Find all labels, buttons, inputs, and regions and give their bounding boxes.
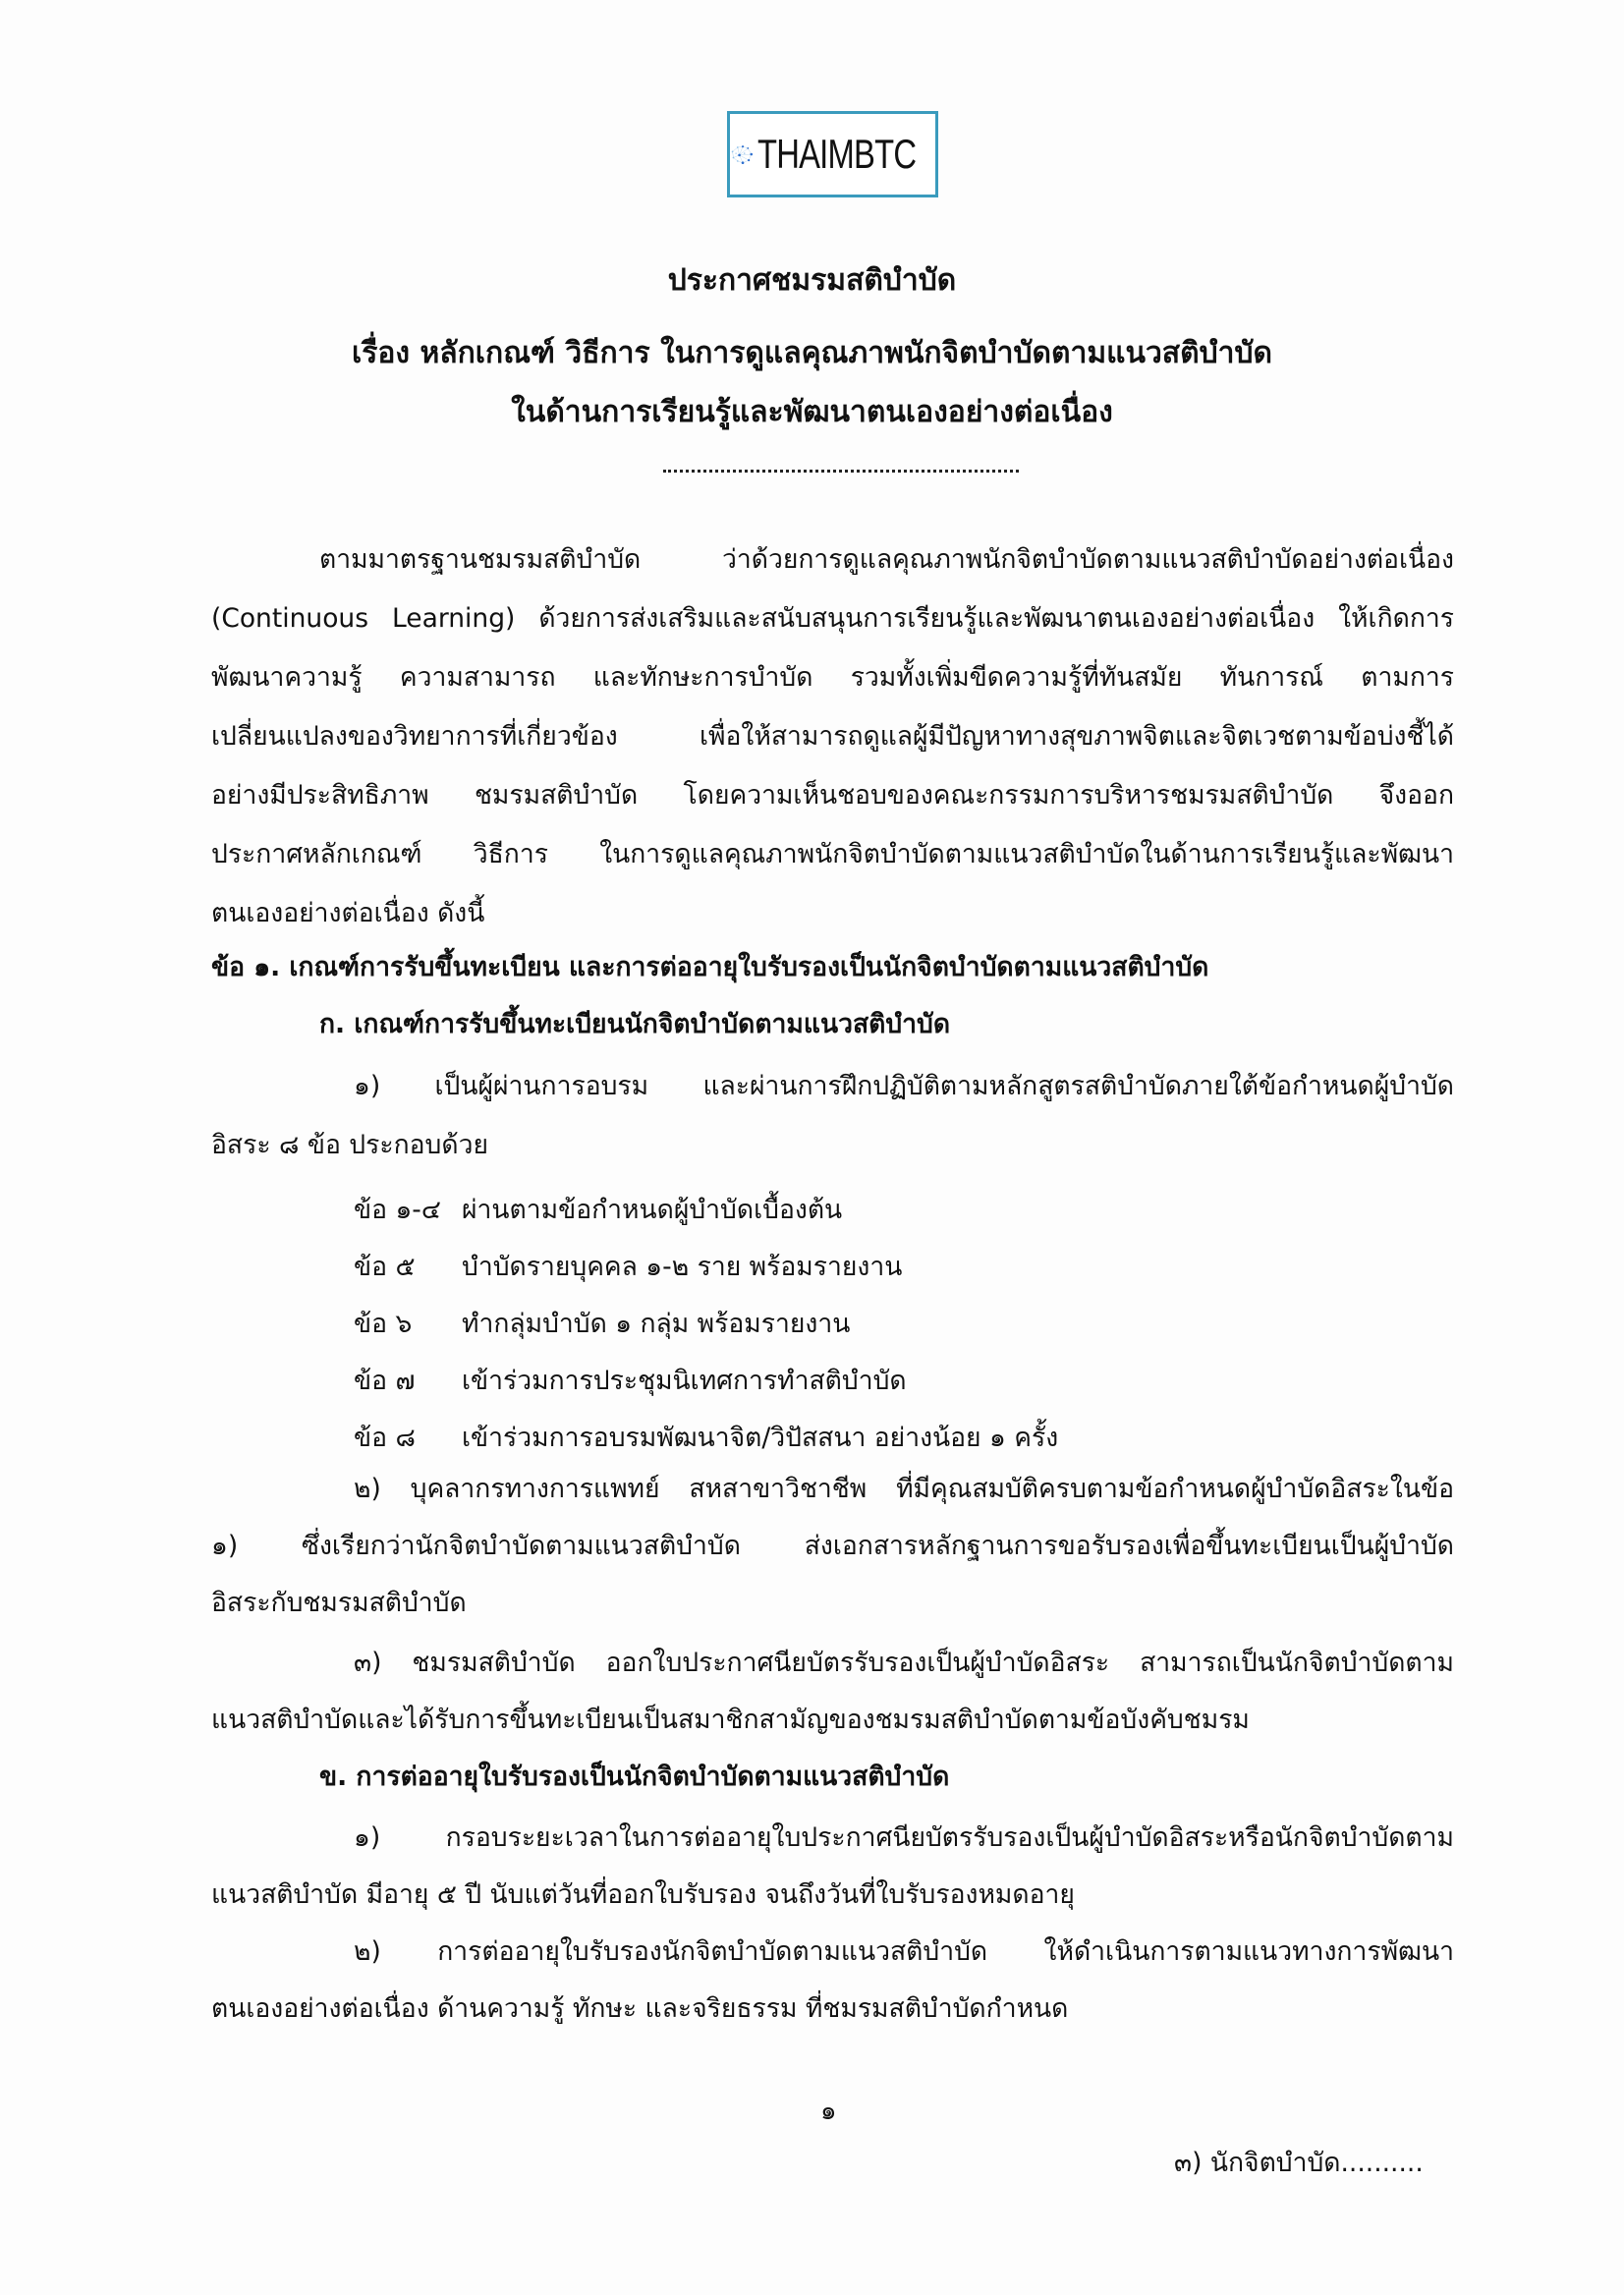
thaimbtc-logo — [727, 111, 938, 197]
intro-line: อย่างมีประสิทธิภาพ ชมรมสติบำบัด โดยความเห็นชอบของคณะกรรมการบริหารชมรมสติบำบัด จึงออก — [211, 780, 1454, 811]
paragraph-a2-cont: อิสระกับชมรมสติบำบัด — [211, 1588, 467, 1618]
intro-line: พัฒนาความรู้ ความสามารถ และทักษะการบำบัด รวมทั้งเพิ่มขีดความรู้ที่ทันสมัย ทันการณ์ ตามการ — [211, 662, 1454, 693]
announcement-title: ประกาศชมรมสติบำบัด — [667, 263, 957, 298]
subject-title: เรื่อง หลักเกณฑ์ วิธีการ ในการดูแลคุณภาพนักจิตบำบัดตามแนวสติบำบัด — [351, 336, 1273, 370]
subsection-a-heading: ก. เกณฑ์การรับขึ้นทะเบียนนักจิตบำบัดตามแนวสติบำบัด — [319, 1009, 951, 1039]
subsection-b-heading: ข. การต่ออายุใบรับรองเป็นนักจิตบำบัดตามแนวสติบำบัด — [319, 1762, 950, 1792]
paragraph-a1: ๑) เป็นผู้ผ่านการอบรม และผ่านการฝึกปฏิบัติตามหลักสูตรสติบำบัดภายใต้ข้อกำหนดผู้บำบัด — [354, 1071, 1454, 1101]
section-1-heading: ข้อ ๑. เกณฑ์การรับขึ้นทะเบียน และการต่ออายุใบรับรองเป็นนักจิตบำบัดตามแนวสติบำบัด — [211, 952, 1209, 982]
paragraph-b1: ๑) กรอบระยะเวลาในการต่ออายุใบประกาศนียบัตรรับรองเป็นผู้บำบัดอิสระหรือนักจิตบำบัดตาม — [354, 1822, 1454, 1853]
criteria-text: ผ่านตามข้อกำหนดผู้บำบัดเบื้องต้น — [462, 1195, 843, 1225]
intro-line: เปลี่ยนแปลงของวิทยาการที่เกี่ยวข้อง เพื่อให้สามารถดูแลผู้มีปัญหาทางสุขภาพจิตและจิตเวชตามข้อบ่งชี้ได้ — [211, 721, 1454, 752]
criteria-label: ข้อ ๘ — [354, 1423, 416, 1453]
criteria-label: ข้อ ๑-๔ — [354, 1195, 441, 1225]
criteria-text: เข้าร่วมการอบรมพัฒนาจิต/วิปัสสนา อย่างน้อย ๑ ครั้ง — [462, 1423, 1059, 1453]
paragraph-b1-cont: แนวสติบำบัด มีอายุ ๕ ปี นับแต่วันที่ออกใบรับรอง จนถึงวันที่ใบรับรองหมดอายุ — [211, 1879, 1075, 1910]
dotted-separator — [663, 470, 1019, 473]
paragraph-b2: ๒) การต่ออายุใบรับรองนักจิตบำบัดตามแนวสติบำบัด ให้ดำเนินการตามแนวทางการพัฒนา — [354, 1936, 1454, 1967]
paragraph-a3: ๓) ชมรมสติบำบัด ออกใบประกาศนียบัตรรับรองเป็นผู้บำบัดอิสระ สามารถเป็นนักจิตบำบัดตาม — [354, 1648, 1454, 1678]
criteria-label: ข้อ ๖ — [354, 1309, 413, 1339]
criteria-label: ข้อ ๕ — [354, 1252, 416, 1282]
paragraph-a1-cont: อิสระ ๘ ข้อ ประกอบด้วย — [211, 1130, 488, 1160]
continuation-text: ๓) นักจิตบำบัด.......... — [1174, 2148, 1424, 2178]
subject-subtitle: ในด้านการเรียนรู้และพัฒนาตนเองอย่างต่อเนื่อง — [511, 395, 1113, 429]
paragraph-a3-cont: แนวสติบำบัดและได้รับการขึ้นทะเบียนเป็นสมาชิกสามัญของชมรมสติบำบัดตามข้อบังคับชมรม — [211, 1705, 1250, 1735]
intro-line: ประกาศหลักเกณฑ์ วิธีการ ในการดูแลคุณภาพนักจิตบำบัดตามแนวสติบำบัดในด้านการเรียนรู้และพัฒนา — [211, 839, 1454, 869]
logo-text: THAIMBTC — [757, 131, 917, 177]
intro-line: ตามมาตรฐานชมรมสติบำบัด ว่าด้วยการดูแลคุณภาพนักจิตบำบัดตามแนวสติบำบัดอย่างต่อเนื่อง — [319, 544, 1454, 575]
paragraph-a2: ๒) บุคลากรทางการแพทย์ สหสาขาวิชาชีพ ที่มีคุณสมบัติครบตามข้อกำหนดผู้บำบัดอิสระในข้อ — [354, 1474, 1454, 1504]
criteria-text: เข้าร่วมการประชุมนิเทศการทำสติบำบัด — [462, 1366, 907, 1396]
intro-line: ตนเองอย่างต่อเนื่อง ดังนี้ — [211, 898, 485, 928]
intro-line: (Continuous Learning) ด้วยการส่งเสริมและสนับสนุนการเรียนรู้และพัฒนาตนเองอย่างต่อเนื่อง ให้เกิดการ — [211, 603, 1454, 634]
criteria-label: ข้อ ๗ — [354, 1366, 416, 1396]
page-number: ๑ — [820, 2097, 837, 2126]
criteria-text: บำบัดรายบุคคล ๑-๒ ราย พร้อมรายงาน — [462, 1252, 903, 1282]
paragraph-b2-cont: ตนเองอย่างต่อเนื่อง ด้านความรู้ ทักษะ และจริยธรรม ที่ชมรมสติบำบัดกำหนด — [211, 1993, 1069, 2024]
network-brain-icon — [730, 129, 754, 180]
criteria-text: ทำกลุ่มบำบัด ๑ กลุ่ม พร้อมรายงาน — [462, 1309, 851, 1339]
paragraph-a2-cont: ๑) ซึ่งเรียกว่านักจิตบำบัดตามแนวสติบำบัด ส่งเอกสารหลักฐานการขอรับรองเพื่อขึ้นทะเบียนเป็นผู้บำบัด — [211, 1531, 1454, 1561]
